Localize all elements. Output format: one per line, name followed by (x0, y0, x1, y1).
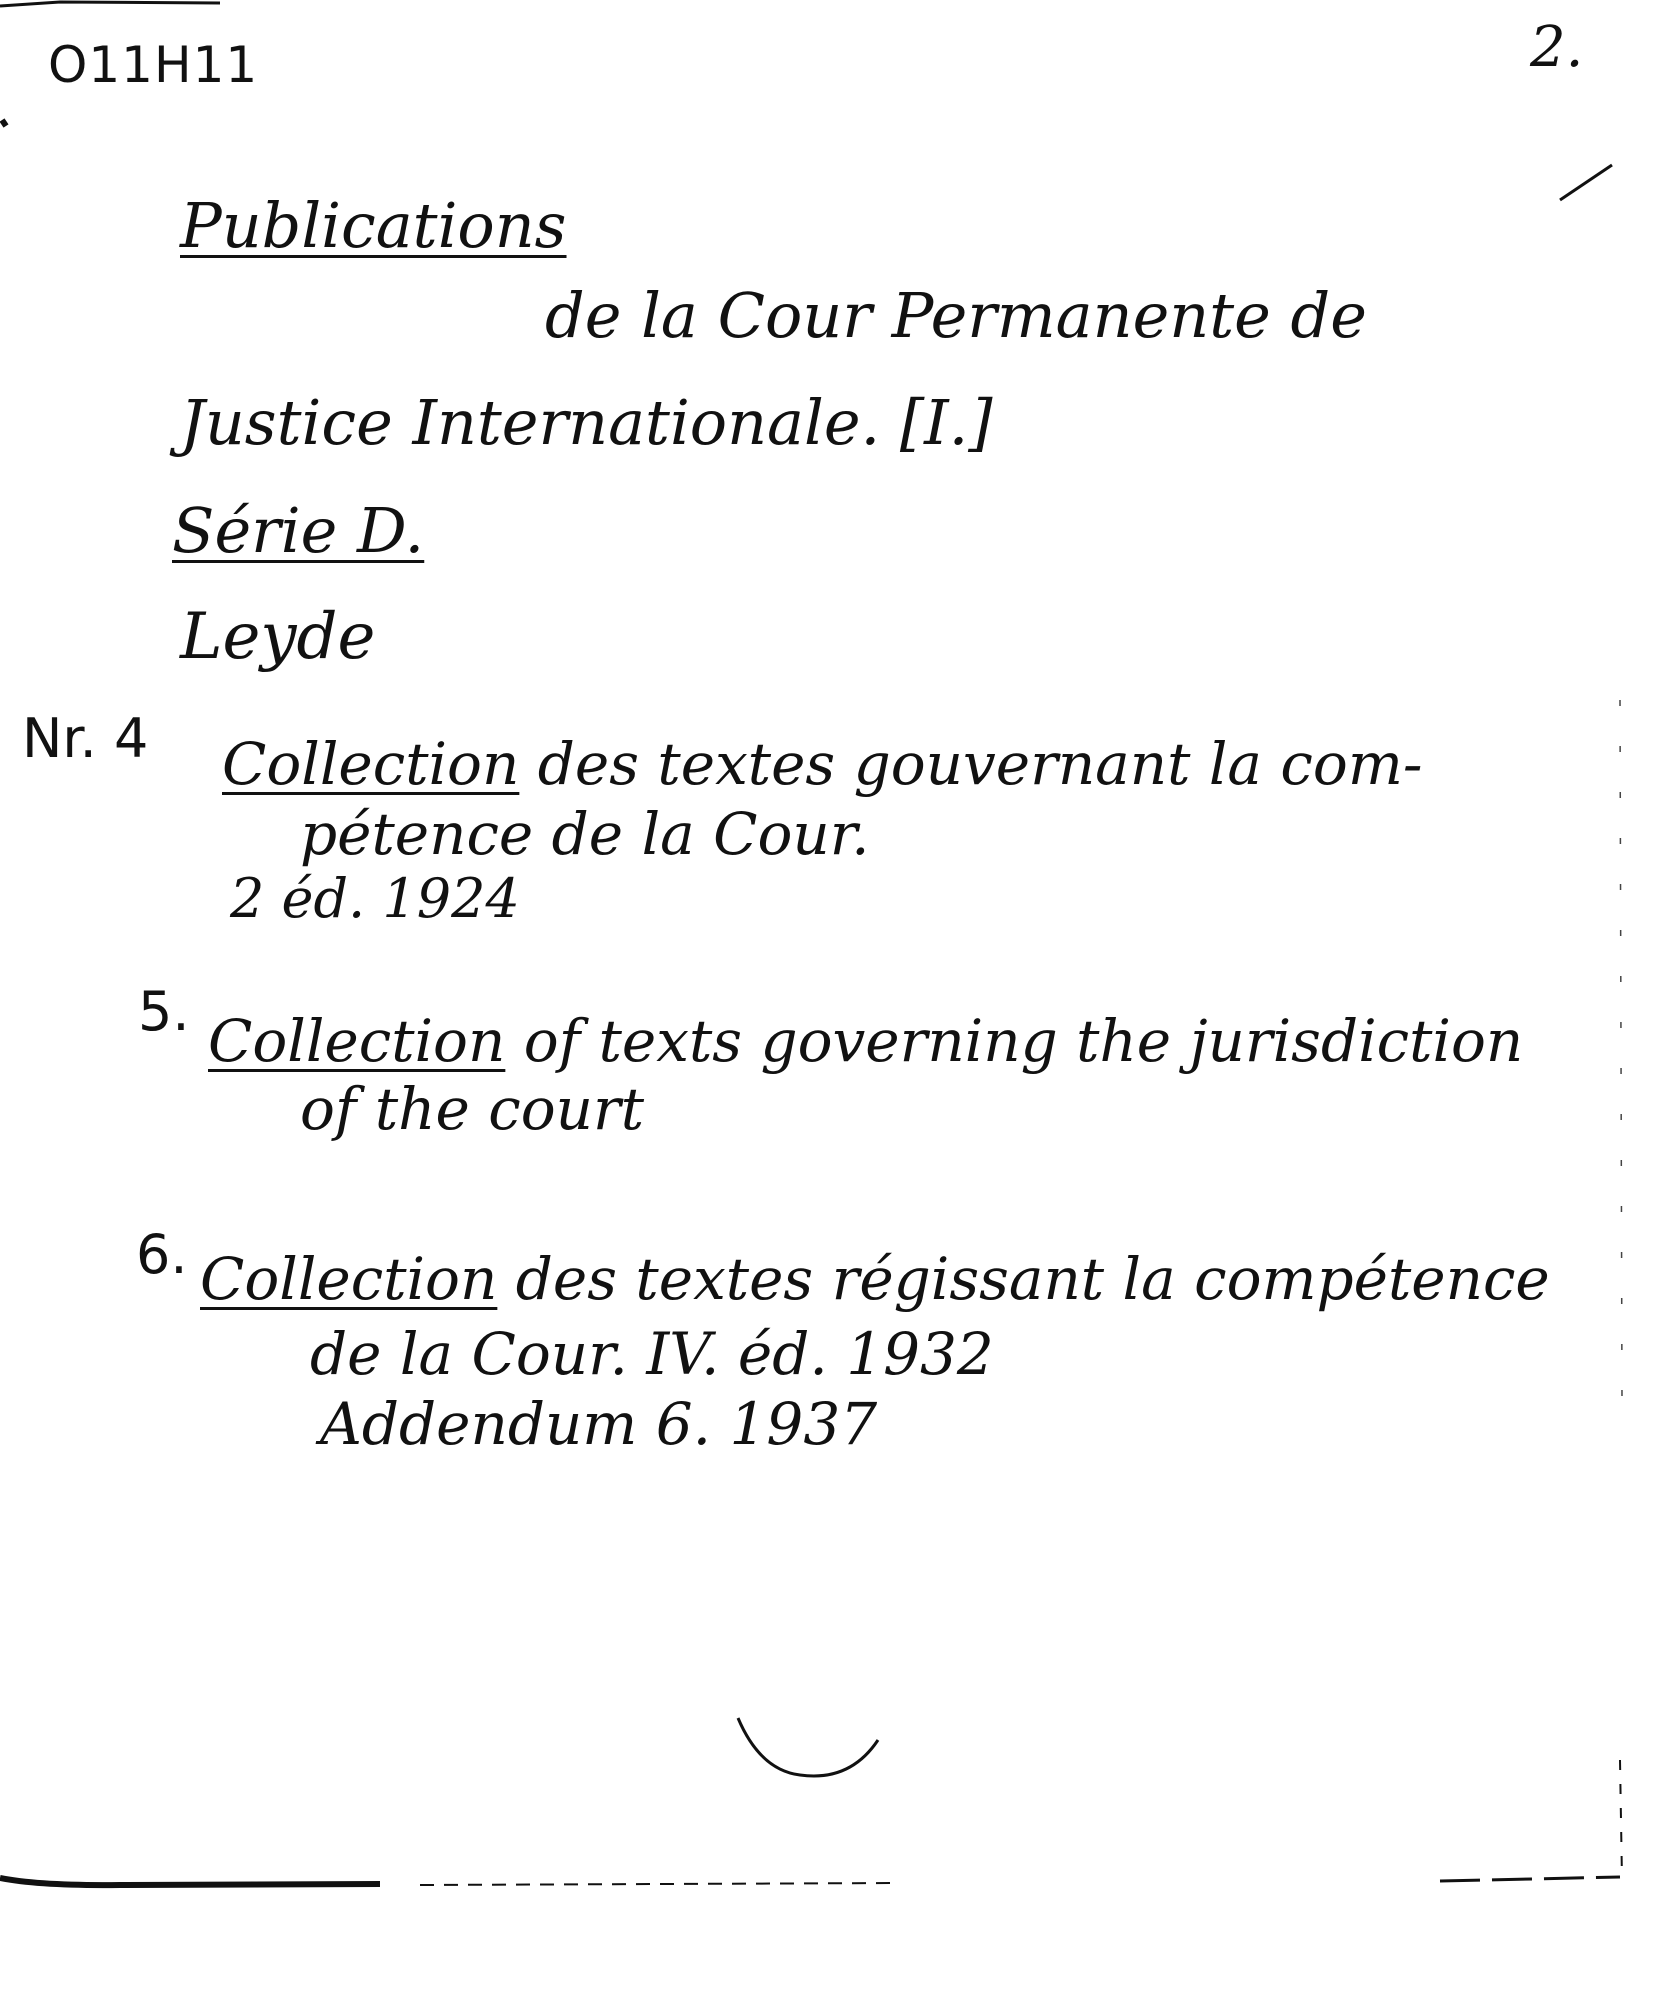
entry-line-1-rest: of texts governing the jurisdiction (505, 1007, 1524, 1075)
entry-edition: 2 éd. 1924 (230, 867, 520, 930)
entry-line-2: pétence de la Cour. (300, 800, 870, 868)
entry-number: 6. (136, 1223, 188, 1286)
entry-line-1 (208, 1007, 1524, 1075)
entry-keyword: Collection (200, 1245, 498, 1313)
entry-line-1-rest: des textes gouvernant la com- (519, 730, 1423, 798)
entry-line-1 (200, 1245, 1550, 1313)
entry-keyword: Collection (222, 730, 520, 798)
publication-place: Leyde (180, 600, 376, 674)
entry-addendum: Addendum 6. 1937 (320, 1390, 878, 1458)
entry-keyword: Collection (208, 1007, 506, 1075)
series-label: Série D. (172, 494, 425, 567)
page-number: 2. (1530, 15, 1584, 80)
entry-number: 5. (138, 980, 190, 1043)
entry-line-1 (222, 730, 1423, 798)
entry-line-2: de la Cour. IV. éd. 1932 (310, 1320, 994, 1388)
heading-keyword: Publications (180, 189, 567, 262)
heading-line-1: de la Cour Permanente de (545, 279, 1367, 352)
heading-line-2: Justice Internationale. [I.] (180, 386, 993, 459)
entry-line-1-rest: des textes régissant la compétence (497, 1245, 1550, 1313)
entry-number: Nr. 4 (22, 707, 149, 770)
card-id: O11H11 (48, 36, 259, 94)
entry-line-2: of the court (300, 1075, 645, 1143)
